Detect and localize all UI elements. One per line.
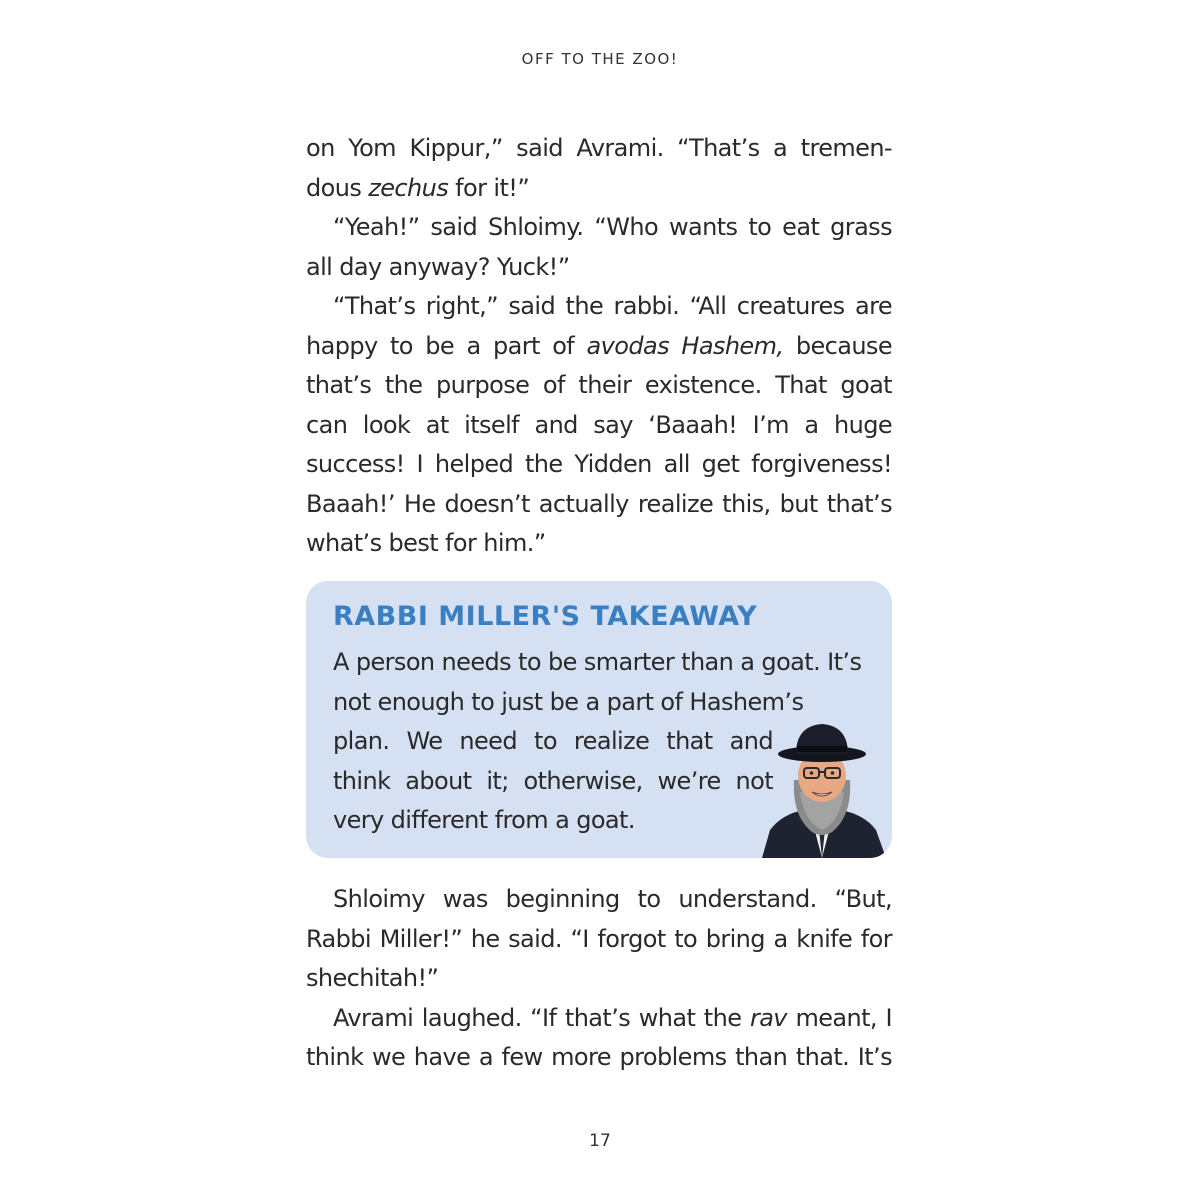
takeaway-line: think about it; otherwise, we’re not [333, 766, 773, 795]
rabbi-portrait-illustration [752, 718, 892, 858]
takeaway-line: plan. We need to realize that and [333, 727, 773, 755]
paragraph: on Yom Kippur,” said Avrami. “That’s a tremen-dous zechus for it!” [306, 134, 892, 202]
takeaway-line: not enough to just be a part of Hashem’s [333, 687, 804, 716]
body-text-bottom [306, 880, 892, 1078]
paragraph: Avrami laughed. “If that’s what the rav meant, I think we have a few more problems than that. It’s [306, 1003, 892, 1071]
page-number: 17 [589, 1131, 611, 1151]
takeaway-box [306, 581, 892, 858]
body-text-top [306, 129, 892, 564]
paragraph: Shloimy was beginning to understand. “But, Rabbi Miller!” he said. “I forgot to bring a knife for shechitah!” [306, 885, 892, 992]
takeaway-line: very different from a goat. [333, 806, 635, 834]
paragraph: “Yeah!” said Shloimy. “Who wants to eat grass all day anyway? Yuck!” [306, 213, 892, 281]
paragraph: “That’s right,” said the rabbi. “All creatures are happy to be a part of avodas Hashem, because that’s the purpose of their existence. That goat can look at itself and say ‘Baaah! I’m a huge success! I helped the Yidden all get forgiveness! Baaah!’ He doesn’t actually realize this, but that’s what’s best for him.” [306, 292, 893, 557]
takeaway-title: RABBI MILLER'S TAKEAWAY [333, 601, 758, 632]
takeaway-line: A person needs to be smarter than a goat. It’s [333, 648, 862, 676]
running-head: OFF TO THE ZOO! [521, 50, 679, 68]
